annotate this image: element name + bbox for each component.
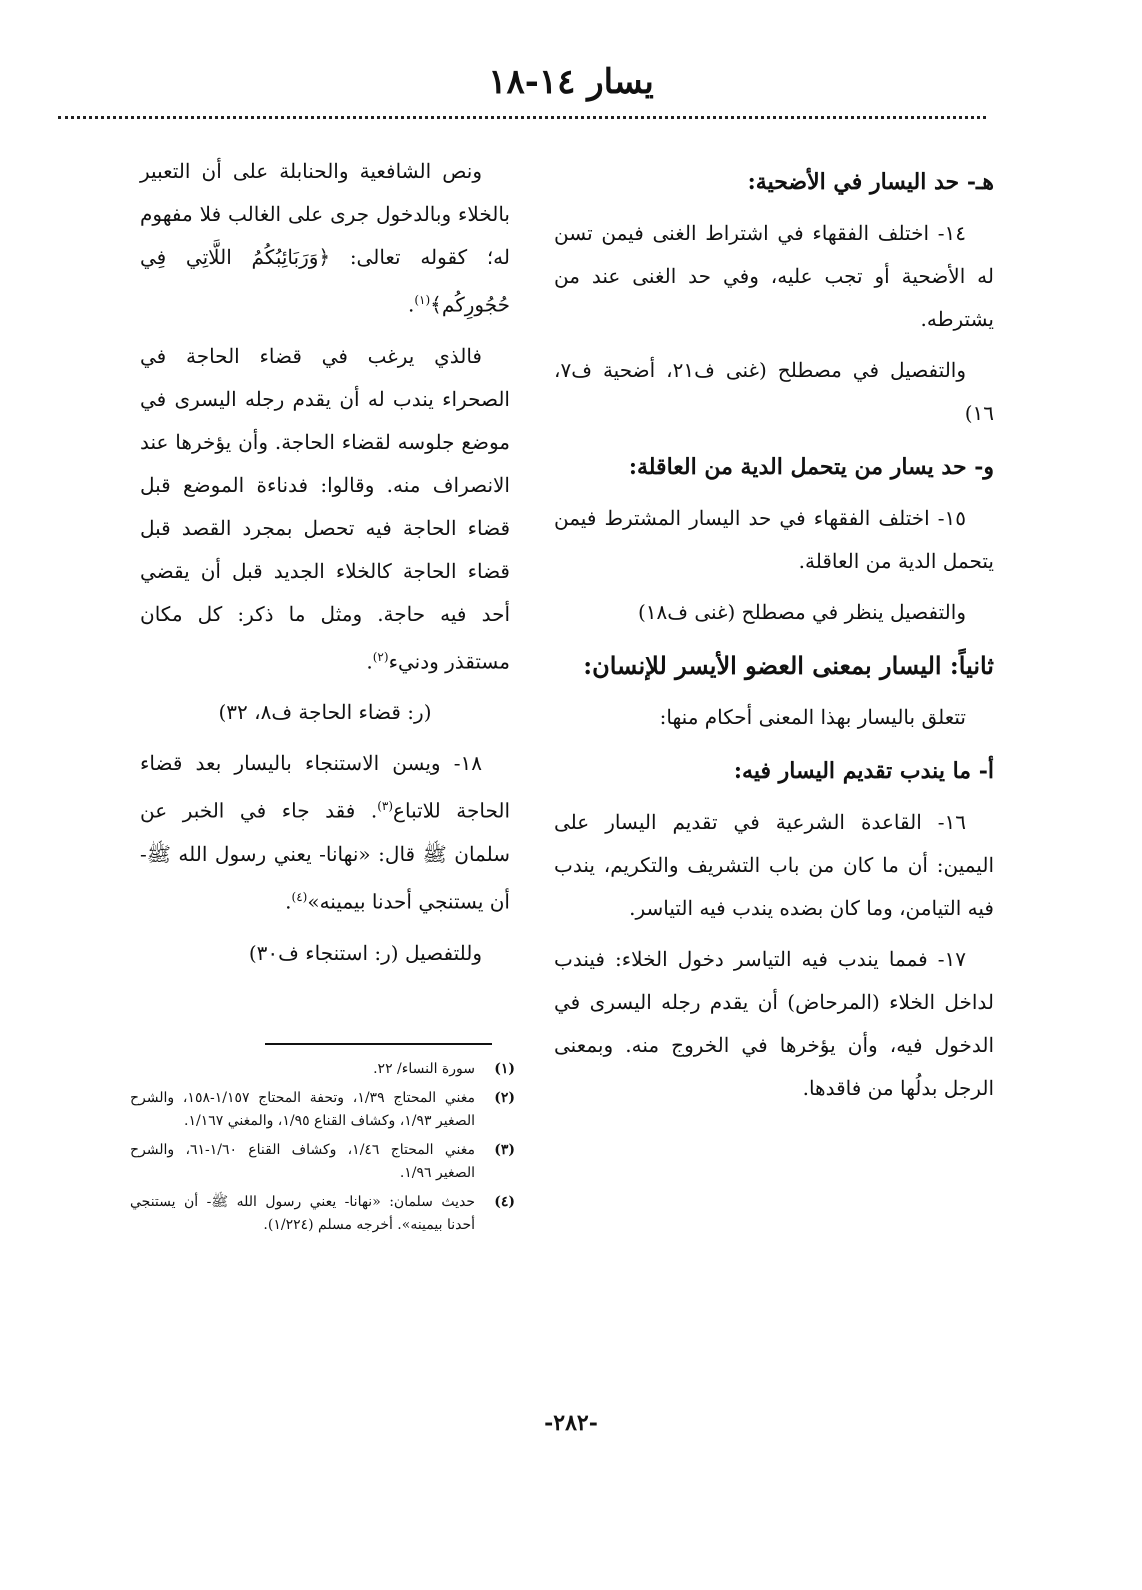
header-dotted-rule — [58, 116, 986, 119]
footnote-ref-4: (٤) — [291, 889, 308, 904]
footnote-text: مغني المحتاج ١/٤٦، وكشاف القناع ١/٦٠-٦١، والشرح الصغير ١/٩٦. — [130, 1142, 475, 1181]
footnote-ref-2: (٢) — [372, 649, 389, 664]
paragraph-shafiiyya-tail: . — [407, 292, 415, 317]
paragraph-sahra — [140, 335, 510, 684]
reference-istinja: وللتفصيل (ر: استنجاء ف٣٠) — [248, 940, 482, 965]
paragraph-sahra-tail: . — [366, 649, 373, 674]
footnote-ref-1: (١) — [414, 293, 431, 307]
section-heading-second: ثانياً: اليسار بمعنى العضو الأيسر للإنسان: — [583, 651, 994, 680]
footnotes-divider — [265, 1043, 492, 1045]
paragraph-16: ١٦- القاعدة الشرعية في تقديم اليسار على اليمين: أن ما كان من باب التشريف والتكريم، يندب فيه التيامن، وما كان بضده يندب فيه التياسر. — [554, 810, 994, 920]
left-column — [140, 150, 510, 983]
paragraph-14: ١٤- اختلف الفقهاء في اشتراط الغنى فيمن تسن له الأضحية أو تجب عليه، وفي حد الغنى عند من يشترطه. — [554, 221, 994, 331]
right-column — [554, 150, 994, 1118]
footnote-2 — [130, 1087, 515, 1133]
paragraph-sahra-text: فالذي يرغب في قضاء الحاجة في الصحراء يندب له أن يقدم رجله اليسرى في موضع جلوسه لقضاء الحاجة. وأن يؤخرها عند الانصراف منه. وقالوا: فدناءة الموضع قبل قضاء الحاجة فيه تحصل بمجرد القصد قبل قضاء الحاجة كالخلاء الجديد قبل أن يقضي أحد فيه حاجة. ومثل ما ذكر: كل مكان مستقذر ودنيء — [140, 343, 510, 674]
paragraph-18: ١٨- ويسن الاستنجاء باليسار بعد قضاء الحاجة للاتباع$^{(٣)}$. فقد جاء في الخبر عن سلمان ﷺ قال: «نهانا- يعني رسول الله ﷺ- أن يستنجي أحدنا بيمينه»$^{(٤)}$. — [140, 751, 511, 914]
footnote-4 — [130, 1191, 515, 1237]
footnote-number: (١) — [494, 1061, 515, 1077]
reference-qada-al-haja: (ر: قضاء الحاجة ف٨، ٣٢) — [218, 700, 432, 725]
footnote-number: (٣) — [494, 1142, 515, 1158]
footnote-1 — [130, 1058, 515, 1081]
paragraph-shafiiyya-text: ونص الشافعية والحنابلة على أن التعبير بالخلاء وبالدخول جرى على الغالب فلا مفهوم له؛ كقوله تعالى: ﴿وَرَبَائِبُكُمُ اللَّاتِي فِي حُجُورِكُم﴾ — [140, 159, 510, 317]
paragraph-ref-ghina-18: والتفصيل ينظر في مصطلح (غنى ف١٨) — [637, 600, 966, 624]
footnote-text: سورة النساء/ ٢٢. — [373, 1061, 475, 1077]
section-heading-adhiya: هـ- حد اليسار في الأضحية: — [747, 169, 994, 195]
paragraph-ahkam-intro: تتعلق باليسار بهذا المعنى أحكام منها: — [659, 705, 966, 729]
section-heading-aqila: و- حد يسار من يتحمل الدية من العاقلة: — [628, 454, 994, 480]
footnote-3 — [130, 1139, 515, 1185]
paragraph-ref-ghina-adhiya: والتفصيل في مصطلح (غنى ف٢١، أضحية ف٧، ١٦) — [554, 358, 994, 425]
paragraph-17: ١٧- فمما يندب فيه التياسر دخول الخلاء: فيندب لداخل الخلاء (المرحاض) أن يقدم رجله اليسرى في الدخول فيه، وأن يؤخرها في الخروج منه. وبمعنى الرجل بدلُها من فاقدها. — [554, 947, 994, 1100]
paragraph-18-tail: . فقد جاء في الخبر عن سلمان ﷺ قال: «نهانا- يعني رسول الله ﷺ- أن يستنجي أحدنا بيمينه» — [140, 798, 510, 914]
footnote-text: حديث سلمان: «نهانا- يعني رسول الله ﷺ- أن يستنجي أحدنا بيمينه». أخرجه مسلم (١/٢٢٤). — [130, 1194, 475, 1233]
page-header-title: يسار ١٤-١٨ — [488, 62, 654, 102]
paragraph-15: ١٥- اختلف الفقهاء في حد اليسار المشترط فيمن يتحمل الدية من العاقلة. — [554, 506, 994, 573]
footnote-number: (٢) — [494, 1090, 515, 1106]
section-heading-taqdim: أ- ما يندب تقديم اليسار فيه: — [733, 758, 994, 784]
footnote-number: (٤) — [494, 1194, 515, 1210]
footnotes — [130, 1058, 515, 1243]
footnote-text: مغني المحتاج ١/٣٩، وتحفة المحتاج ١/١٥٧-١٥٨، والشرح الصغير ١/٩٣، وكشاف القناع ١/٩٥، والمغني ١/١٦٧. — [130, 1090, 476, 1129]
paragraph-18-text: ١٨- ويسن الاستنجاء باليسار بعد قضاء الحاجة للاتباع — [140, 751, 511, 823]
paragraph-shafiiyya — [140, 150, 510, 327]
page-number: -٢٨٢- — [544, 1410, 598, 1436]
footnote-ref-3: (٣) — [377, 799, 394, 814]
